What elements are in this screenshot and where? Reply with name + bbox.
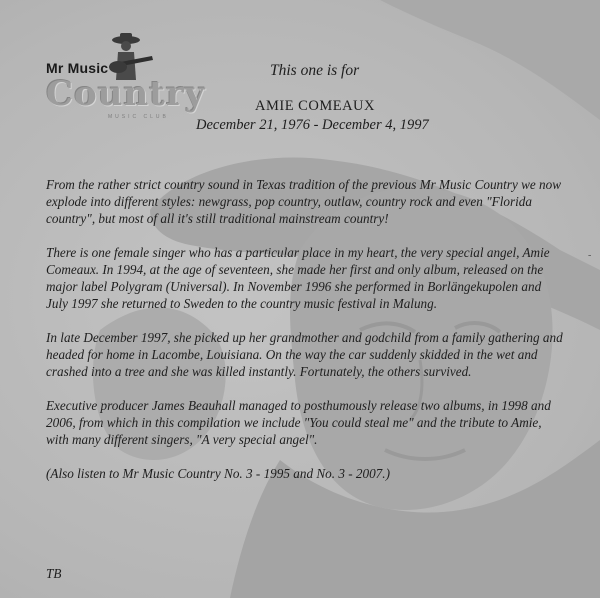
paragraph: There is one female singer who has a particular place in my heart, the very special angel, Amie Comeaux. In 1994, at the age of seventeen, she made her first and only album, released on the major label Polygram (Universal). In November 1996 she performed in Borlängekupolen and July 1997 she returned to Sweden to the country music festival in Malung.	[46, 245, 550, 311]
dedication-dates: December 21, 1976 - December 4, 1997	[196, 117, 429, 133]
logo-brand-main: Country	[46, 74, 206, 114]
mr-music-country-logo	[38, 30, 206, 125]
edge-mark: -	[588, 250, 592, 261]
paragraph: From the rather strict country sound in Texas tradition of the previous Mr Music Country we now explode into different styles: newgrass, pop country, outlaw, country rock and even "Florida country", but most of all it's still traditional mainstream country!	[46, 177, 562, 226]
paragraph: Executive producer James Beauhall managed to posthumously release two albums, in 1998 and 2006, from which in this compilation we include "You could steal me" and the tribute to Amie, with many different singers, "A very special angel".	[46, 398, 551, 447]
liner-notes-text	[46, 176, 566, 499]
logo-brand-top: Mr Music	[46, 60, 109, 76]
logo-brand-sub: MUSIC CLUB	[108, 114, 169, 120]
paragraph: (Also listen to Mr Music Country No. 3 - 1995 and No. 3 - 2007.)	[46, 466, 390, 481]
dedication-name: AMIE COMEAUX	[255, 98, 375, 114]
paragraph: In late December 1997, she picked up her grandmother and godchild from a family gathering and headed for home in Lacombe, Louisiana. On the way the car suddenly skidded in the wet and crashed into a tree and she was killed instantly. Fortunately, the others survived.	[46, 330, 563, 379]
dedication-intro: This one is for	[270, 62, 360, 79]
author-signoff: TB	[46, 566, 62, 581]
